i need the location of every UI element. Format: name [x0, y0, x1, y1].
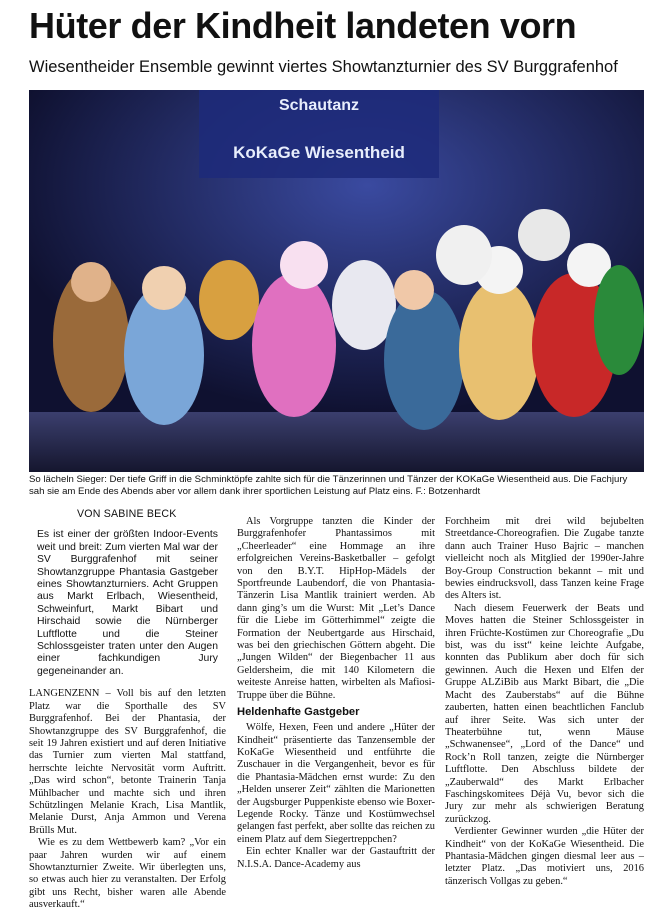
banner-line2: KoKaGe Wiesentheid	[233, 143, 405, 162]
body-paragraph: Als Vorgruppe tanzten die Kinder der Burggrafenhofer Phantassimos mit „Cheerleader“ eine Hommage an ihre erfolgreichen Vereins-Basketballer – gefolgt von den B.Y.T. HipHop-Mädels der Sportfreunde Laubendorf, die von Phantasia-Tänzerin Lisa Mantlik trainiert werden. Ab dann ging’s um die Wurst: Mit „Let’s Dance für die Liebe im Götterhimmel“ zeigte die Formation der Neubertgarde aus Hirschaid, was bei den griechischen Göttern abgeht. Die „Jungen Wilden“ der Biegenbacher 11 aus Geldersheim, die mit 140 Kilometern die weiteste Anreise hatten, wirbelten als Mafiosi-Truppe über die Bühne.	[237, 516, 435, 701]
article-headline: Hüter der Kindheit landeten vorn	[29, 5, 577, 46]
banner-line1: Schautanz	[278, 97, 360, 114]
column-3	[445, 516, 644, 888]
column-1	[29, 508, 226, 912]
photo-caption: So lächeln Sieger: Der tiefe Griff in die Schminktöpfe zahlte sich für die Tänzerinnen und Tänzer der KOKaGe Wiesentheid aus. Die Fachjury sah sie am Ende des Abends aber vor allem dank ihrer sportlichen Leistung auf Platz eins. F.: Botzenhardt	[29, 474, 628, 497]
article-subheadline: Wiesentheider Ensemble gewinnt viertes Showtanzturnier des SV Burggrafenhof	[29, 58, 618, 76]
stage-photo	[29, 90, 644, 472]
column-2	[237, 516, 435, 871]
body-paragraph: Forchheim mit drei wild bejubelten Streetdance-Choreografien. Die Zugabe tanzte dann auch Trainer Huso Bajric – manchen vielleicht noch als Mitglied der 1990er-Jahre Boy-Group Construction bekannt – mit und bewies eindrucksvoll, dass Tanzen keine Frage des Alters ist.	[445, 516, 644, 602]
body-paragraph: Wölfe, Hexen, Feen und andere „Hüter der Kindheit“ präsentierte das Tanzensemble der KoKaGe Wiesentheid und entführte die Zuschauer in die Vergangenheit, bevor es für die Phantasia-Mädchen ernst wurde: Zu den „Helden unserer Zeit“ zählten die Marionetten der Augsburger Puppenkiste ebenso wie Boxer-Legende Rocky. Tänze und Kostümwechsel gelangen fast perfekt, aber sollte das reichen zu einem Platz auf dem Siegertreppchen?	[237, 722, 435, 845]
body-paragraph: Ein echter Knaller war der Gastauftritt der N.I.S.A. Dance-Academy aus	[237, 846, 435, 870]
body-paragraph: Verdienter Gewinner wurden „die Hüter der Kindheit“ von der KoKaGe Wiesentheid. Die Phantasia-Mädchen gingen diesmal leer aus – letzter Platz. „Das motiviert uns, 2016 tänzerisch Vollgas zu geben.“	[445, 826, 644, 887]
intro-paragraph: Es ist einer der größten Indoor-Events weit und breit: Zum vierten Mal war der SV Burggrafenhof mit seiner Showtanzgruppe Phantasia Gastgeber eines Showtanzturniers. Acht Gruppen aus Markt Erlbach, Wiesentheid, Schweinfurt, Markt Bibart und Hirschaid sowie die Nürnberger Luftflotte und die Steiner Schlossgeister traten unter den Augen einer fachkundigen Jury gegeneinander an.	[37, 529, 218, 677]
body-paragraph: LANGENZENN – Voll bis auf den letzten Platz war die Sporthalle des SV Burggrafenhof. Bei der Phantasia, der Showtanzgruppe des SV Burggrafenhof, die seit 19 Jahren existiert und auf deren Initiative das Turnier zum vierten Mal stattfand, herrschte leichte Nervosität vorm Auftritt. „Das wird schon“, betonte Trainerin Tanja Mühlbacher und machte sich und ihren Schützlingen Melanie Krach, Lisa Mantlik, Melanie Durst, Anja Ammon und Verena Brülls Mut.	[29, 688, 226, 836]
section-subheading: Heldenhafte Gastgeber	[237, 706, 360, 719]
body-paragraph: Wie es zu dem Wettbewerb kam? „Vor ein paar Jahren wurden wir auf einem Showtanzturnier Zweite. Wir überlegten uns, so etwas auch hier zu veranstalten. Der Erfolg gibt uns Recht, bisher waren alle Abende ausverkauft.“	[29, 837, 226, 911]
byline: VON SABINE BECK	[77, 508, 177, 520]
body-paragraph: Nach diesem Feuerwerk der Beats und Moves hatten die Steiner Schlossgeister in ihren Früchte-Kostümen zur Choreografie „Du bist, was du isst“ keine leichte Aufgabe, konnten das Publikum aber doch für sich gewinnen. Auch die Hexen und Elfen der Gruppe ALZiBib aus Markt Bibart, die „Die Macht des Zauberstabs“ auf die Bühne zauberten, hatten einen beachtlichen Fanclub auf ihrer Seite. Was sich unter der Theaterbühne tut, wenn Mäuse „Schwanensee“, „Lord of the Dance“ und Rock’n Roll tanzen, zeigte die Nürnberger Luftflotte. Den Abschluss bildete der „Zauberwald“ des Markt Erlbacher Faschingskomitees Déjà Vu, bevor sich die Jury zur mehr als schwierigen Beratung zurückzog.	[445, 602, 644, 825]
